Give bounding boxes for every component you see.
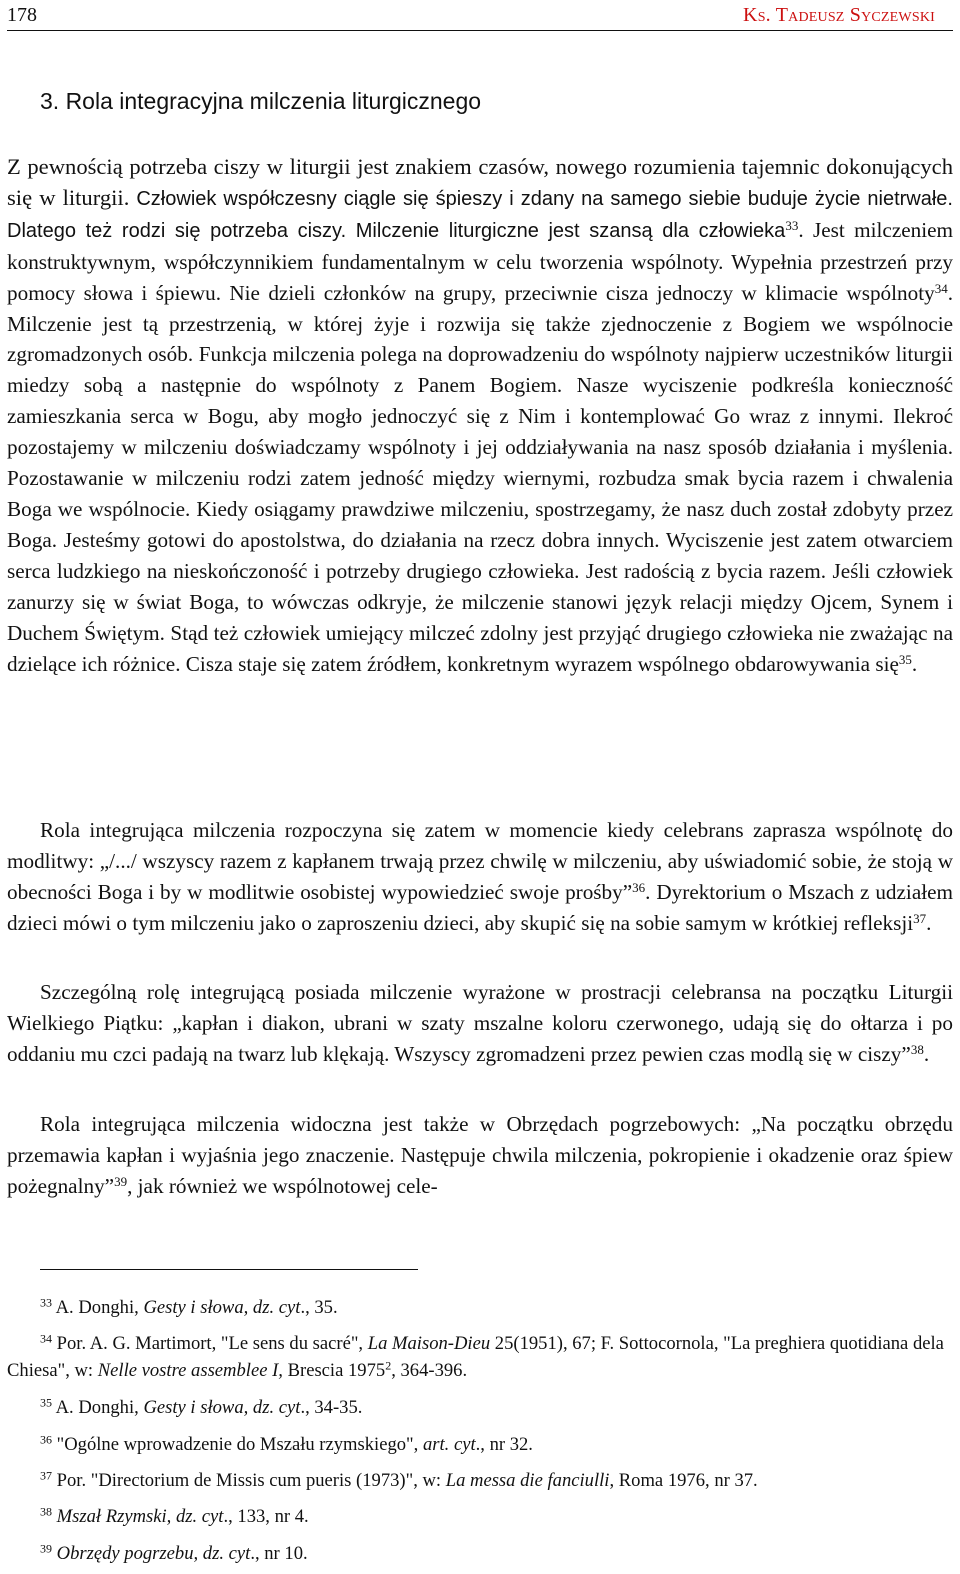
paragraph-4-text-a: Rola integrująca milczenia widoczna jest także w Obrzędach pogrzebowych: „Na początku obrzędu przemawia kapłan i wyjaśnia jego znaczenie. Następuje chwila milczenia, pokropienie i okadzenie oraz śpiew pożegnalny” — [7, 1112, 953, 1198]
footnote-39 — [7, 1540, 953, 1567]
footnote-number: 38 — [40, 1504, 52, 1519]
footnote-37 — [7, 1467, 953, 1494]
footnote-separator — [40, 1269, 418, 1270]
paragraph-3 — [7, 977, 953, 1070]
footnote-title: Mszał Rzymski, dz. cyt — [52, 1506, 224, 1527]
paragraph-2-text-a: Rola integrująca milczenia rozpoczyna się zatem w momencie kiedy celebrans zaprasza wspólnotę do modlitwy: „/.../ wszyscy razem z kapłanem trwają przez chwilę w milczeniu, aby uświadomić sobie, że stoją w obecności Boga i by w modlitwie osobistej wypowiedzieć swoje prośby” — [7, 818, 953, 904]
section-heading: 3. Rola integracyjna milczenia liturgicznego — [40, 88, 482, 114]
footnote-ref-38[interactable]: 38 — [910, 1041, 924, 1057]
paragraph-1-text-d: . — [911, 651, 918, 676]
paragraph-1-text-b: . Jest milczeniem konstruktywnym, współczynnikiem fundamentalnym w celu tworzenia wspólnoty. Wypełnia przestrzeń przy pomocy słowa i śpiewu. Nie dzieli członków na grupy, przeciwnie cisza jednoczy w klimacie wspólnoty — [7, 217, 953, 305]
footnote-number: 37 — [40, 1468, 52, 1483]
footnote-text: A. Donghi, — [52, 1397, 144, 1418]
footnote-title: Gesty i słowa, dz. cyt — [143, 1297, 301, 1318]
footnote-text: ., nr 32. — [475, 1434, 533, 1455]
footnote-36 — [7, 1431, 953, 1458]
running-header — [7, 4, 953, 31]
footnote-34 — [7, 1330, 953, 1384]
footnote-number: 39 — [40, 1541, 52, 1556]
edition-number: 2 — [385, 1358, 392, 1373]
footnote-text: Brescia 1975 — [282, 1360, 386, 1381]
footnote-title: La Maison-Dieu — [367, 1333, 491, 1354]
page-number: 178 — [7, 4, 37, 26]
paragraph-4-text-b: , jak również we wspólnotowej cele- — [127, 1173, 438, 1198]
footnote-title: Obrzędy pogrzebu, dz. cyt — [52, 1543, 251, 1564]
footnote-title: Nelle vostre assemblee I, — [97, 1360, 283, 1381]
footnote-text: Por. "Directorium de Missis cum pueris (1973)", w: — [52, 1470, 446, 1491]
paragraph-2-text-b: . Dyrektorium o Mszach z udziałem dzieci mówi o tym milczeniu jako o zaproszeniu dzieci, aby skupić się na sobie samym w krótkiej refleksji — [7, 879, 953, 935]
footnote-ref-37[interactable]: 37 — [913, 910, 927, 926]
footnote-text: ., 133, nr 4. — [223, 1506, 309, 1527]
footnote-text: , Roma 1976, nr 37. — [609, 1470, 758, 1491]
footnote-text: 25(1951), 67; F. Sottocornola, "La preghiera quotidiana dela Chiesa", w: — [7, 1333, 944, 1381]
footnote-35 — [7, 1394, 953, 1421]
footnote-number: 35 — [40, 1395, 52, 1410]
footnote-text: ., nr 10. — [250, 1543, 308, 1564]
footnote-number: 33 — [40, 1295, 52, 1310]
footnote-ref-33[interactable]: 33 — [785, 217, 799, 233]
footnote-title: La messa die fanciulli — [445, 1470, 610, 1491]
footnote-38 — [7, 1503, 953, 1530]
paragraph-2-text-c: . — [926, 910, 932, 935]
footnote-number: 34 — [40, 1331, 52, 1346]
footnote-title: Gesty i słowa, dz. cyt — [143, 1397, 301, 1418]
footnote-text: "Ogólne wprowadzenie do Mszału rzymskiego", — [52, 1434, 423, 1455]
paragraph-3-text-a: Szczególną rolę integrującą posiada milczenie wyrażone w prostracji celebransa na początku Liturgii Wielkiego Piątku: „kapłan i diakon, ubrani w szaty mszalne koloru czerwonego, udają się do ołtarza i po oddaniu mu czci padają na twarz lub klękają. Wszyscy zgromadzeni przez pewien czas modlą się w ciszy” — [7, 980, 953, 1066]
footnote-text: , 364-396. — [391, 1360, 468, 1381]
paragraph-2 — [7, 815, 953, 939]
paragraph-1-lead: Z pewnością potrzeba ciszy w liturgii jest znakiem czasów, nowego rozumienia tajemnic dokonujących się w liturgii. — [7, 154, 953, 210]
footnote-33 — [7, 1294, 953, 1321]
footnote-ref-35[interactable]: 35 — [898, 651, 912, 667]
footnote-text: ., 35. — [300, 1297, 338, 1318]
paragraph-1-text-c: . Milczenie jest tą przestrzenią, w której żyje i rozwija się także zjednoczenie z Bogiem we wspólnocie zgromadzonych osób. Funkcja milczenia polega na doprowadzeniu do wspólnoty najpierw uczestników liturgii miedzy sobą a następnie do wspólnoty z Panem Bogiem. Nasze wyciszenie podkreśla konieczność zamieszkania serca w Bogu, aby mogło jednoczyć się z Nim i kontemplować Go wraz z innymi. Ilekroć pozostajemy w milczeniu doświadczamy wspólnoty i jej oddziaływania na nasz sposób działania i myślenia. Pozostawanie w milczeniu rodzi zatem jedność między wiernymi, rozbudza smak bycia razem i chwalenia Boga we wspólnocie. Kiedy osiągamy prawdziwe milczeniu, spostrzegamy, że nasz duch został zdobyty przez Boga. Jesteśmy gotowi do apostolstwa, do działania na rzecz dobra innych. Wyciszenie jest zatem otwarciem serca ludzkiego na nieskończoność i potrzeby drugiego człowieka. Jest radością z bycia razem. Jeśli człowiek zanurzy się w świat Boga, to wówczas odkryje, że milczenie stanowi język relacji między Ojcem, Synem i Duchem Świętym. Stąd też człowiek umiejący milczeć zdolny jest przyjąć drugiego człowieka nie zważając na dzielące ich różnice. Cisza staje się zatem źródłem, konkretnym wyrazem wspólnego obdarowywania się — [7, 280, 953, 676]
paragraph-3-text-b: . — [923, 1041, 930, 1066]
footnote-ref-34[interactable]: 34 — [934, 280, 948, 296]
footnote-title: art. cyt — [422, 1434, 476, 1455]
footnote-text: A. Donghi, — [52, 1297, 144, 1318]
footnote-number: 36 — [40, 1432, 52, 1447]
running-author: Ks. Tadeusz Syczewski — [743, 4, 935, 26]
footnote-text: ., 34-35. — [300, 1397, 363, 1418]
footnote-ref-39[interactable]: 39 — [114, 1173, 128, 1189]
footnote-ref-36[interactable]: 36 — [632, 879, 646, 895]
paragraph-1 — [7, 152, 953, 679]
paragraph-1-sans-text: Człowiek współczesny ciągle się śpieszy i zdany na samego siebie buduje życie nietrwałe. Dlatego też rodzi się potrzeba ciszy. Milczenie liturgiczne jest szansą dla człowieka — [7, 187, 953, 242]
paragraph-4 — [7, 1109, 953, 1202]
footnote-text: Por. A. G. Martimort, "Le sens du sacré", — [52, 1333, 368, 1354]
